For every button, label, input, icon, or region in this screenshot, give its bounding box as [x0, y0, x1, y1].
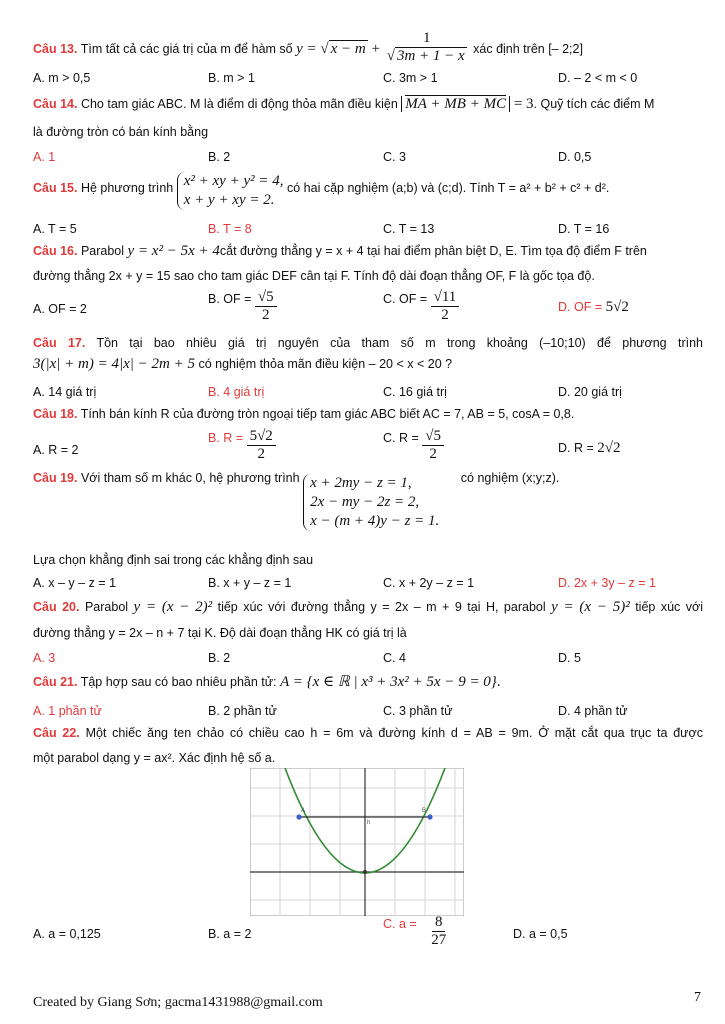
options-20: [33, 651, 703, 669]
option-b[interactable]: B. OF = $\frac{√5}{2}$: [208, 289, 277, 324]
option-d[interactable]: D. T = 16: [558, 222, 610, 236]
question-label: Câu 22.: [33, 726, 80, 740]
question-text-cont: xác định trên [– 2;2]: [473, 41, 583, 56]
question-19-line2: Lựa chọn khẳng định sai trong các khẳng định sau: [33, 553, 314, 567]
question-13: Câu 13. Tìm tất cả các giá trị của m để hàm số y = √ x − m + $\frac{1}{√ 3m + 1 - x}$ xác định trên [– 2;2]: [33, 30, 583, 64]
question-text: Hệ phương trình: [80, 181, 174, 196]
question-text-cont: tiếp xúc với đường thẳng y = 2x – m + 9 tại H, parabol: [217, 600, 546, 614]
formula: y =: [296, 40, 321, 57]
question-text-cont: có nghiệm thỏa mãn điều kiện – 20 < x < 20 ?: [198, 357, 453, 371]
formula: y = (x − 2)²: [133, 599, 213, 615]
page-number: 7: [694, 990, 701, 1005]
point-b: [427, 814, 432, 819]
formula: +: [367, 40, 384, 57]
options-15: [33, 222, 703, 240]
footer-credit: Created by Giang Sơn; gacma1431988@gmail.com: [33, 995, 323, 1010]
question-text-cont: . Quỹ tích các điểm M: [533, 97, 655, 111]
question-text-cont: tiếp xúc với: [635, 600, 703, 614]
fraction-den: √ 3m + 1 − x: [386, 48, 465, 64]
equation: x² + xy + y² = 4,: [183, 173, 284, 189]
question-14-line2: là đường tròn có bán kính bằng: [33, 125, 209, 139]
point-b-label: B: [422, 808, 427, 814]
question-17: [33, 336, 703, 350]
figure-frame: [250, 768, 464, 916]
equation-system: [303, 474, 439, 531]
question-text-cont: có nghiệm (x;y;z).: [460, 470, 560, 485]
option-c[interactable]: C. OF = $\frac{√11}{2}$: [383, 289, 459, 324]
options-21: [33, 704, 703, 722]
parabola-figure: [250, 768, 464, 916]
question-label: Câu 16.: [33, 244, 78, 258]
option-a[interactable]: A. x – y – z = 1: [33, 576, 117, 590]
point-a: [296, 814, 301, 819]
options-13: [33, 71, 703, 89]
question-text-cont: cắt đường thẳng y = x + 4 tại hai điểm phân biệt D, E. Tìm tọa độ điểm F trên: [219, 244, 647, 258]
question-16-line2: đường thẳng 2x + y = 15 sao cho tam giác DEF cân tại F. Tính độ dài đoạn thẳng OF, F là gốc tọa độ.: [33, 269, 595, 283]
point-a-label: A: [301, 808, 306, 814]
option-c[interactable]: C. a = $\frac{8}{27}$: [383, 914, 447, 948]
options-19: [33, 576, 703, 594]
option-c[interactable]: C. 3: [383, 150, 406, 164]
option-b[interactable]: B. m > 1: [208, 71, 255, 85]
option-d[interactable]: D. a = 0,5: [513, 927, 568, 941]
option-a[interactable]: A. 1 phần tử: [33, 704, 102, 718]
question-19: [33, 470, 703, 531]
option-d[interactable]: D. – 2 < m < 0: [558, 71, 638, 85]
question-label: Câu 19.: [33, 470, 78, 485]
equation: x + 2my − z = 1,: [310, 475, 412, 491]
question-14: [33, 96, 703, 113]
question-text: Tồn tại bao nhiêu giá trị nguyên của tham số m trong khoảng (–10;10) để phương trình: [96, 336, 703, 350]
question-15: [33, 172, 703, 210]
option-b[interactable]: B. 4 giá trị: [208, 385, 265, 399]
option-c[interactable]: C. 3m > 1: [383, 71, 438, 85]
equation: 2x − my − 2z = 2,: [310, 494, 420, 510]
question-label: Câu 18.: [33, 407, 78, 421]
question-label: Câu 15.: [33, 181, 78, 196]
question-text-cont: có hai cặp nghiệm (a;b) và (c;d). Tính T = a² + b² + c² + d².: [286, 181, 610, 196]
question-17-line2: [33, 356, 703, 373]
question-22-line2: một parabol dạng y = ax². Xác định hệ số a.: [33, 751, 276, 765]
question-label: Câu 21.: [33, 675, 78, 689]
question-20: [33, 599, 703, 616]
option-b[interactable]: B. 2: [208, 150, 231, 164]
options-17: [33, 385, 703, 403]
option-b[interactable]: B. x + y – z = 1: [208, 576, 292, 590]
fraction: [384, 30, 470, 65]
option-d[interactable]: D. 5: [558, 651, 581, 665]
option-b[interactable]: B. R = $\frac{5√2}{2}$: [208, 428, 276, 463]
height-label: h: [367, 820, 371, 826]
option-b[interactable]: B. 2: [208, 651, 231, 665]
options-22: [33, 914, 703, 954]
option-d[interactable]: D. 0,5: [558, 150, 592, 164]
question-text: Parabol: [84, 600, 129, 614]
options-16: [33, 289, 703, 329]
question-text: Với tham số m khác 0, hệ phương trình: [80, 470, 300, 485]
formula: 3(|x| + m) = 4|x| − 2m + 5: [33, 356, 195, 372]
equation: x − (m + 4)y − z = 1.: [310, 513, 440, 529]
option-a[interactable]: A. R = 2: [33, 443, 79, 457]
option-a[interactable]: A. OF = 2: [33, 302, 87, 316]
equation: x + y + xy = 2.: [183, 192, 275, 208]
formula: y = x² − 5x + 4: [127, 243, 220, 259]
question-21: Câu 21. Tập hợp sau có bao nhiêu phần tử: A = {x ∈ ℝ | x³ + 3x² + 5x − 9 = 0}.: [33, 674, 501, 690]
question-22: [33, 726, 703, 740]
formula: y = (x − 5)²: [551, 599, 630, 615]
question-text: Cho tam giác ABC. M là điểm di động thỏa mãn điều kiện: [80, 97, 398, 111]
question-label: Câu 17.: [33, 336, 86, 350]
question-18: [33, 407, 703, 421]
question-16: [33, 243, 703, 260]
question-label: Câu 20.: [33, 600, 80, 614]
option-b[interactable]: B. T = 8: [208, 222, 252, 236]
equation-system: [177, 172, 284, 210]
question-text: Một chiếc ăng ten chảo có chiều cao h = 6m và đường kính d = AB = 9m. Ở mặt cắt qua trục ta được: [85, 726, 703, 740]
option-c[interactable]: C. 16 giá trị: [383, 385, 447, 399]
option-c[interactable]: C. 4: [383, 651, 406, 665]
option-c[interactable]: C. R = $\frac{√5}{2}$: [383, 428, 444, 463]
question-text: Tập hợp sau có bao nhiêu phần tử:: [80, 675, 277, 689]
vertex-point: [363, 870, 367, 874]
option-d[interactable]: D. R = 2√2: [558, 440, 621, 456]
vector-formula: MA + MB + MC: [401, 96, 510, 112]
option-d[interactable]: D. 4 phần tử: [558, 704, 628, 718]
question-label: Câu 14.: [33, 97, 78, 111]
question-text: Parabol: [80, 244, 125, 258]
option-d[interactable]: D. 20 giá trị: [558, 385, 622, 399]
option-c[interactable]: C. T = 13: [383, 222, 435, 236]
option-b[interactable]: B. 2 phần tử: [208, 704, 277, 718]
option-a[interactable]: A. a = 0,125: [33, 927, 101, 941]
option-c[interactable]: C. 3 phần tử: [383, 704, 453, 718]
option-a[interactable]: A. T = 5: [33, 222, 77, 236]
question-text: Tính bán kính R của đường tròn ngoại tiếp tam giác ABC biết AC = 7, AB = 5, cosA = 0,8.: [80, 407, 575, 421]
option-a[interactable]: A. 1: [33, 150, 56, 164]
options-14: [33, 150, 703, 168]
question-label: Câu 13.: [33, 41, 78, 56]
formula: A = {x ∈ ℝ | x³ + 3x² + 5x − 9 = 0}: [280, 674, 497, 690]
question-20-line2: đường thẳng y = 2x – n + 7 tại K. Độ dài đoạn thẳng HK có giá trị là: [33, 626, 407, 640]
option-c[interactable]: C. x + 2y – z = 1: [383, 576, 475, 590]
question-text: Tìm tất cả các giá trị của m để hàm số: [80, 41, 293, 56]
option-d[interactable]: D. OF = 5√2: [558, 299, 629, 315]
option-a[interactable]: A. m > 0,5: [33, 71, 91, 85]
formula: x − m: [330, 40, 366, 57]
option-b[interactable]: B. a = 2: [208, 927, 252, 941]
option-a[interactable]: A. 3: [33, 651, 56, 665]
option-d[interactable]: D. 2x + 3y – z = 1: [558, 576, 656, 590]
formula: = 3: [510, 96, 534, 112]
option-a[interactable]: A. 14 giá trị: [33, 385, 97, 399]
options-18: [33, 428, 703, 472]
fraction-num: 1: [420, 30, 434, 48]
